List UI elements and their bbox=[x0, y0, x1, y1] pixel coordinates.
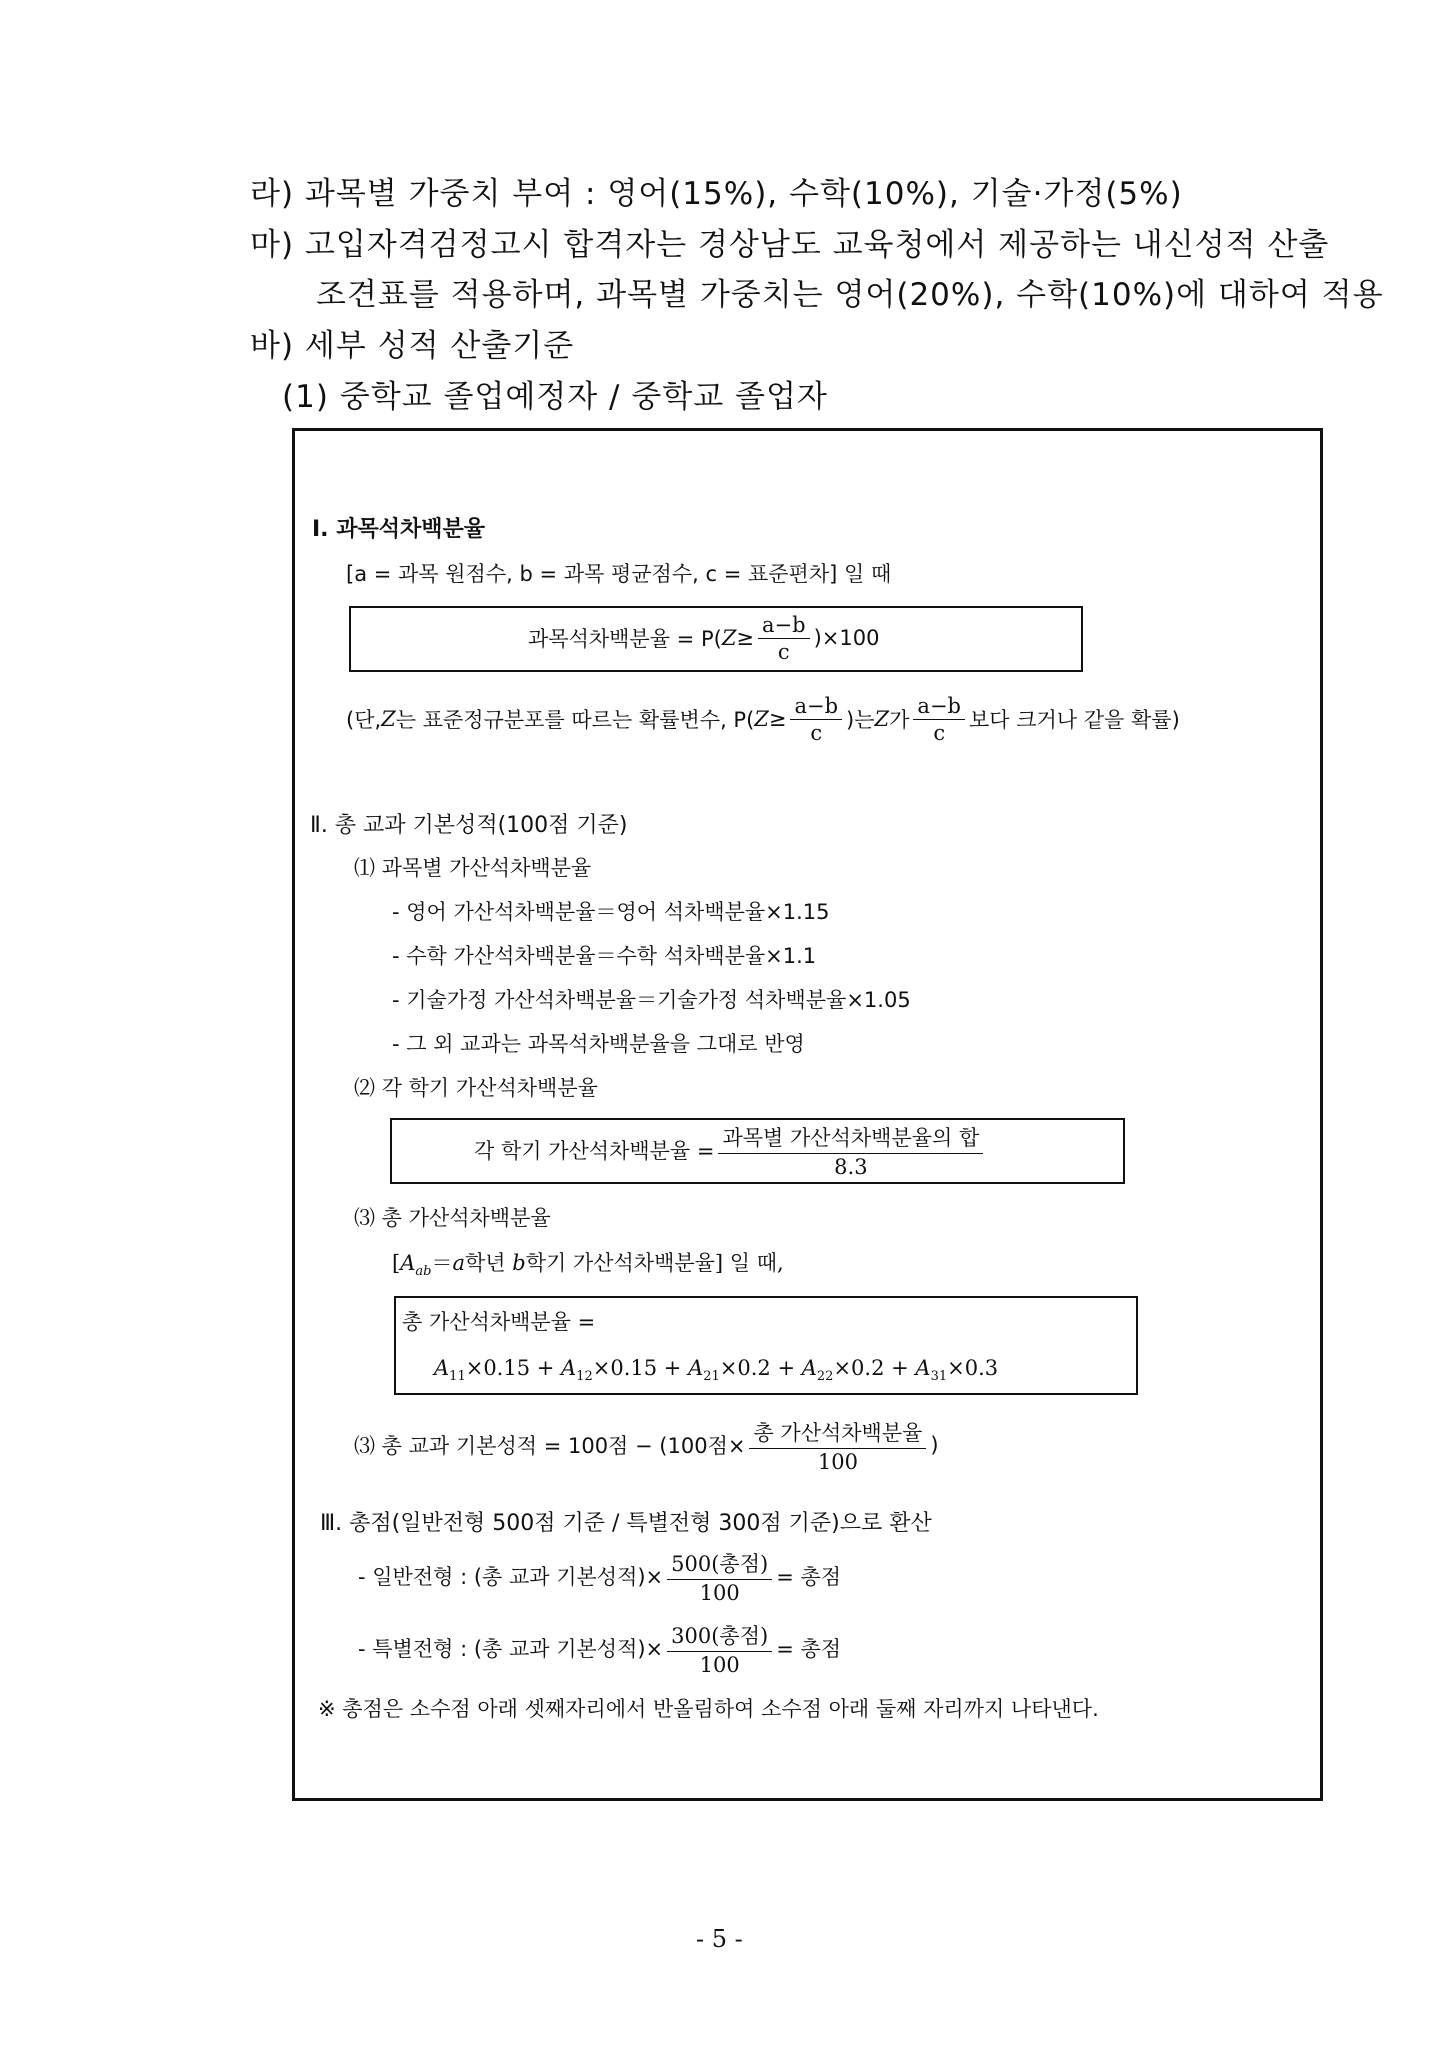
section2-sub2: ⑵ 각 학기 가산석차백분율 bbox=[354, 1076, 598, 1100]
item-ra: 라) 과목별 가중치 부여 : 영어(15%), 수학(10%), 기술·가정(5%) bbox=[250, 176, 1183, 212]
section1-variables: [a = 과목 원점수, b = 과목 평균점수, c = 표준편차] 일 때 bbox=[346, 562, 892, 586]
item-tech-home: - 기술가정 가산석차백분율＝기술가정 석차백분율×1.05 bbox=[392, 988, 911, 1012]
formula-general: - 일반전형 : (총 교과 기본성적)× $\frac{\text{500(총점)}}{100}$ = 총점 bbox=[358, 1546, 841, 1606]
item-english: - 영어 가산석차백분율＝영어 석차백분율×1.15 bbox=[392, 900, 830, 924]
rounding-note: ※ 총점은 소수점 아래 셋째자리에서 반올림하여 소수점 아래 둘째 자리까지 나타낸다. bbox=[318, 1697, 1099, 1721]
definition-Aab: [$A_{ab}=a$학년 b학기 가산석차백분율] 일 때, bbox=[392, 1251, 784, 1280]
item-ba: 바) 세부 성적 산출기준 bbox=[250, 328, 575, 364]
fraction-a-b-over-c: $\frac{a-b}{c}$ bbox=[758, 613, 810, 664]
item-math: - 수학 가산석차백분율＝수학 석차백분율×1.1 bbox=[392, 944, 817, 968]
section3-heading: Ⅲ. 총점(일반전형 500점 기준 / 특별전형 300점 기준)으로 환산 bbox=[320, 1511, 932, 1536]
formula1-note: (단, Z 는 표준정규분포를 따르는 확률변수, P( Z ≥ $\frac{a-b}{c}$ )는 Z 가 $\frac{a-b}{c}$ 보다 크거나 같을 확률) bbox=[346, 693, 1180, 745]
page-number: - 5 - bbox=[696, 1925, 743, 1953]
section2-heading: Ⅱ. 총 교과 기본성적(100점 기준) bbox=[310, 813, 628, 838]
formula-special: - 특별전형 : (총 교과 기본성적)× $\frac{\text{300(총점)}}{100}$ = 총점 bbox=[358, 1618, 841, 1678]
subheading-middle-school: (1) 중학교 졸업예정자 / 중학교 졸업자 bbox=[282, 379, 828, 415]
formula2: 각 학기 가산석차백분율 = $\frac{\text{과목별 가산석차백분율의 합}}{8.3}$ bbox=[474, 1119, 987, 1181]
formula4: ⑶ 총 교과 기본성적 = 100점 − (100점× $\frac{\text{총 가산석차백분율}}{100}$ ) bbox=[354, 1412, 939, 1478]
item-ma-continued: 조견표를 적용하며, 과목별 가중치는 영어(20%), 수학(10%)에 대하여 적용 bbox=[316, 277, 1384, 313]
formula3-line1: 총 가산석차백분율 = bbox=[402, 1310, 596, 1334]
formula3-line2: $A_{11}\times 0.15 + A_{12}\times 0.15 + A_{21}\times 0.2 + A_{22}\times 0.2 + A_{31}\times 0.3$ bbox=[434, 1356, 999, 1385]
section2-sub3: ⑶ 총 가산석차백분율 bbox=[354, 1206, 551, 1230]
section1-heading: Ⅰ. 과목석차백분율 bbox=[312, 517, 485, 542]
item-others: - 그 외 교과는 과목석차백분율을 그대로 반영 bbox=[392, 1032, 805, 1056]
item-ma: 마) 고입자격검정고시 합격자는 경상남도 교육청에서 제공하는 내신성적 산출 bbox=[250, 227, 1330, 263]
formula1: 과목석차백분율 = P( Z ≥ $\frac{a-b}{c}$ )×100 bbox=[528, 612, 880, 664]
section2-sub1: ⑴ 과목별 가산석차백분율 bbox=[354, 856, 592, 880]
